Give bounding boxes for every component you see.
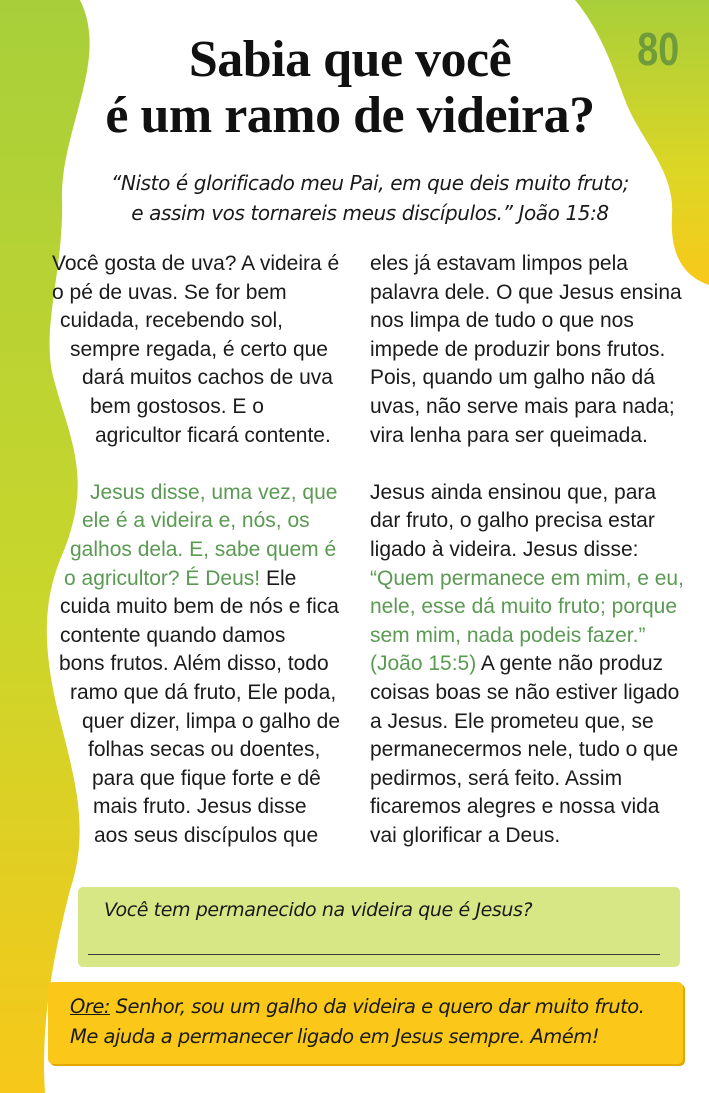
text-line: para que fique forte e dê bbox=[92, 766, 321, 790]
text-line: galhos dela. E, sabe quem é bbox=[70, 537, 337, 561]
prayer-label: Ore: bbox=[70, 995, 110, 1018]
text-line: impede de produzir bons frutos. bbox=[370, 337, 666, 361]
text-line: eles já estavam limpos pela bbox=[370, 252, 628, 275]
text-line: o pé de uvas. Se for bem bbox=[52, 280, 287, 304]
text-line: coisas boas se não estiver ligado bbox=[370, 680, 680, 704]
text-line: quer dizer, limpa o galho de bbox=[82, 709, 340, 733]
text-line: aos seus discípulos que bbox=[94, 823, 319, 847]
text-line bbox=[370, 650, 700, 679]
quote-line: “Quem permanece em mim, e eu, bbox=[370, 566, 684, 590]
highlighted-text: (João 15:5) bbox=[370, 652, 477, 676]
quote-line: nele, esse dá muito fruto; porque bbox=[370, 595, 678, 619]
text-line: contente quando damos bbox=[60, 623, 286, 647]
text-line: ele é a videira e, nós, os bbox=[82, 509, 310, 533]
prayer-box bbox=[48, 982, 683, 1064]
text-line: cuida muito bem de nós e fica bbox=[60, 595, 339, 619]
highlighted-text: o agricultor? É Deus! bbox=[64, 566, 261, 590]
text-line: bem gostosos. E o bbox=[90, 394, 264, 418]
page-title bbox=[90, 32, 610, 144]
bible-verse bbox=[70, 168, 670, 228]
text-line: mais fruto. Jesus disse bbox=[93, 795, 307, 819]
text-line: Jesus ainda ensinou que, para bbox=[370, 480, 657, 504]
text-line: vira lenha para ser queimada. bbox=[370, 423, 648, 447]
question-text: Você tem permanecido na videira que é Jesus? bbox=[104, 899, 533, 921]
text-line: vai glorificar a Deus. bbox=[370, 823, 561, 847]
text-line: ficaremos alegres e nossa vida bbox=[370, 795, 660, 819]
title-line-1: Sabia que você bbox=[188, 31, 512, 88]
text-line: pedirmos, será feito. Assim bbox=[370, 766, 623, 790]
prayer-line-2: Me ajuda a permanecer ligado em Jesus sempre. Amém! bbox=[70, 1025, 600, 1048]
text-line: folhas secas ou doentes, bbox=[88, 738, 321, 762]
text-line: bons frutos. Além disso, todo bbox=[59, 652, 329, 676]
prayer-line-1 bbox=[70, 992, 680, 1022]
text-fragment: A gente não produz bbox=[476, 652, 664, 676]
verse-line-2: e assim vos tornareis meus discípulos.” João 15:8 bbox=[131, 201, 609, 225]
text-line: dará muitos cachos de uva bbox=[82, 366, 333, 390]
text-line: dar fruto, o galho precisa estar bbox=[370, 509, 655, 533]
text-line: Jesus disse, uma vez, que bbox=[90, 480, 338, 504]
text-line: Pois, quando um galho não dá bbox=[370, 366, 655, 390]
prayer-text bbox=[70, 992, 680, 1052]
page-number: 80 bbox=[637, 23, 679, 75]
prayer-line-1-text: Senhor, sou um galho da videira e quero dar muito fruto. bbox=[109, 995, 645, 1018]
left-column bbox=[0, 250, 360, 850]
verse-line-1: “Nisto é glorificado meu Pai, em que deis muito fruto; bbox=[110, 171, 630, 195]
text-line: nos limpa de tudo o que nos bbox=[370, 309, 634, 333]
text-line: ramo que dá fruto, Ele poda, bbox=[70, 680, 337, 704]
quote-line: sem mim, nada podeis fazer.” bbox=[370, 623, 646, 647]
text-line: sempre regada, é certo que bbox=[70, 337, 328, 361]
text-line: Você gosta de uva? A videira é bbox=[52, 252, 340, 275]
text-line: permanecermos nele, tudo o que bbox=[370, 738, 679, 762]
right-column bbox=[370, 250, 700, 850]
answer-line[interactable] bbox=[88, 954, 660, 955]
text-line: agricultor ficará contente. bbox=[95, 423, 331, 447]
text-line bbox=[0, 565, 360, 594]
title-line-2: é um ramo de videira? bbox=[105, 87, 595, 144]
text-line: cuidada, recebendo sol, bbox=[60, 309, 283, 333]
text-line: a Jesus. Ele prometeu que, se bbox=[370, 709, 654, 733]
text-line: palavra dele. O que Jesus ensina bbox=[370, 280, 682, 304]
question-box bbox=[78, 887, 680, 967]
text-line: ligado à videira. Jesus disse: bbox=[370, 537, 639, 561]
text-line: uvas, não serve mais para nada; bbox=[370, 394, 675, 418]
text-fragment: Ele bbox=[260, 566, 297, 590]
